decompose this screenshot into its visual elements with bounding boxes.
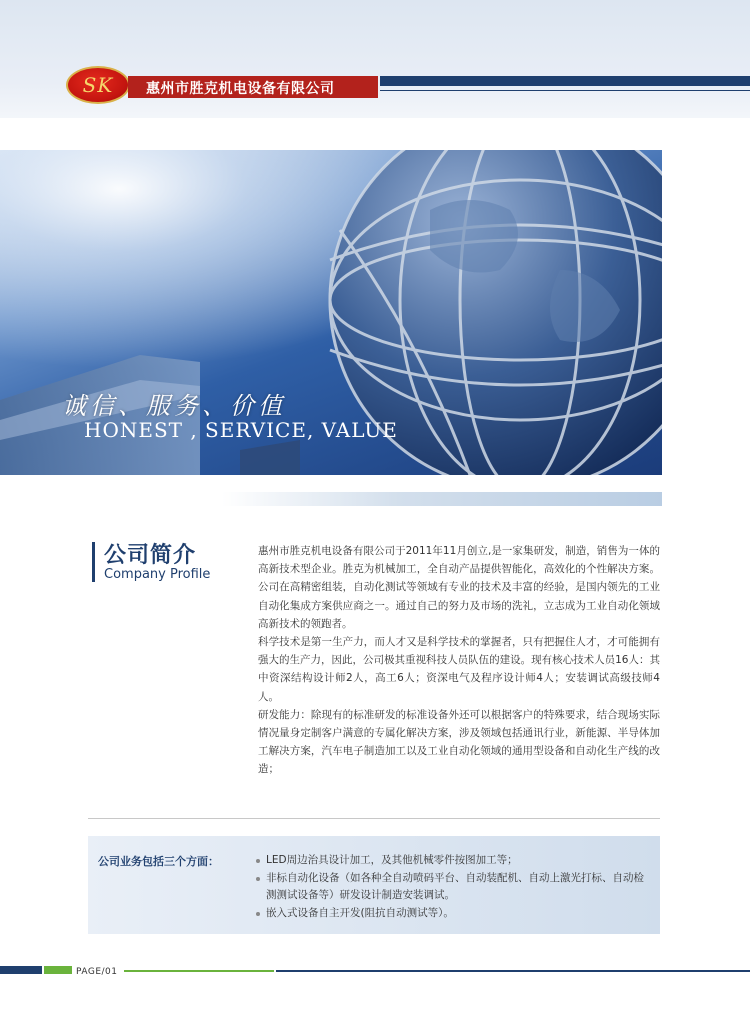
- page-footer: [0, 966, 750, 986]
- profile-title-cn: 公司简介: [104, 543, 197, 568]
- footer-green-block: [44, 966, 72, 974]
- motto-chinese: 诚信、服务、价值: [62, 392, 286, 420]
- company-name-bar: [128, 76, 378, 98]
- intro-paragraph: 惠州市胜克机电设备有限公司于2011年11月创立,是一家集研发，制造，销售为一体的高新技术型企业。胜克为机械加工，全自动产品提供智能化，高效化的个性解决方案。公司在高精密组装，自动化测试等领域有专业的技术及丰富的经验，是国内领先的工业自动化集成方案供应商之一。通过自己的努力及市场的洗礼，立志成为工业自动化领域高新技术的领跑者。: [258, 545, 660, 630]
- header-accent-line: [380, 90, 750, 91]
- page-header: [0, 66, 750, 106]
- footer-green-line: [124, 970, 274, 972]
- header-accent-bar: [380, 76, 750, 86]
- business-scope-list: [256, 852, 654, 922]
- section-divider: [88, 818, 660, 819]
- logo-text: SK: [82, 73, 114, 97]
- page-number: PAGE/01: [76, 967, 118, 977]
- list-item: LED周边治具设计加工，及其他机械零件按图加工等；: [256, 852, 654, 870]
- company-name: 惠州市胜克机电设备有限公司: [146, 81, 335, 97]
- intro-paragraph: 科学技术是第一生产力，而人才又是科学技术的掌握者，只有把握住人才，才可能拥有强大的生产力，因此，公司极其重视科技人员队伍的建设。现有核心技术人员16人：其中资深结构设计师2人，高工6人；资深电气及程序设计师4人；安装调试高级技师4人。: [258, 636, 660, 703]
- hero-banner: [0, 150, 662, 475]
- footer-navy-block: [0, 966, 42, 974]
- footer-navy-line: [276, 970, 750, 972]
- motto-english: HONEST , SERVICE, VALUE: [84, 418, 398, 442]
- profile-title-en: Company Profile: [104, 567, 211, 582]
- business-scope-title: 公司业务包括三个方面：: [98, 855, 219, 868]
- company-profile-heading: [92, 538, 242, 588]
- business-scope-box: [88, 836, 660, 934]
- decorative-strip: [222, 492, 662, 506]
- list-item: 嵌入式设备自主开发(阻抗自动测试等）。: [256, 905, 654, 923]
- heading-rule: [92, 542, 95, 582]
- list-item: 非标自动化设备（如各种全自动喷码平台、自动装配机、自动上激光打标、自动检测测试设备等）研发设计制造安装调试。: [256, 870, 654, 905]
- company-intro-text: [258, 542, 660, 779]
- company-logo: [66, 66, 130, 104]
- intro-paragraph: 研发能力：除现有的标准研发的标准设备外还可以根据客户的特殊要求，结合现场实际情况量身定制客户满意的专属化解决方案，涉及领域包括通讯行业，新能源、半导体加工解决方案，汽车电子制造加工以及工业自动化领域的通用型设备和自动化生产线的改造；: [258, 708, 660, 776]
